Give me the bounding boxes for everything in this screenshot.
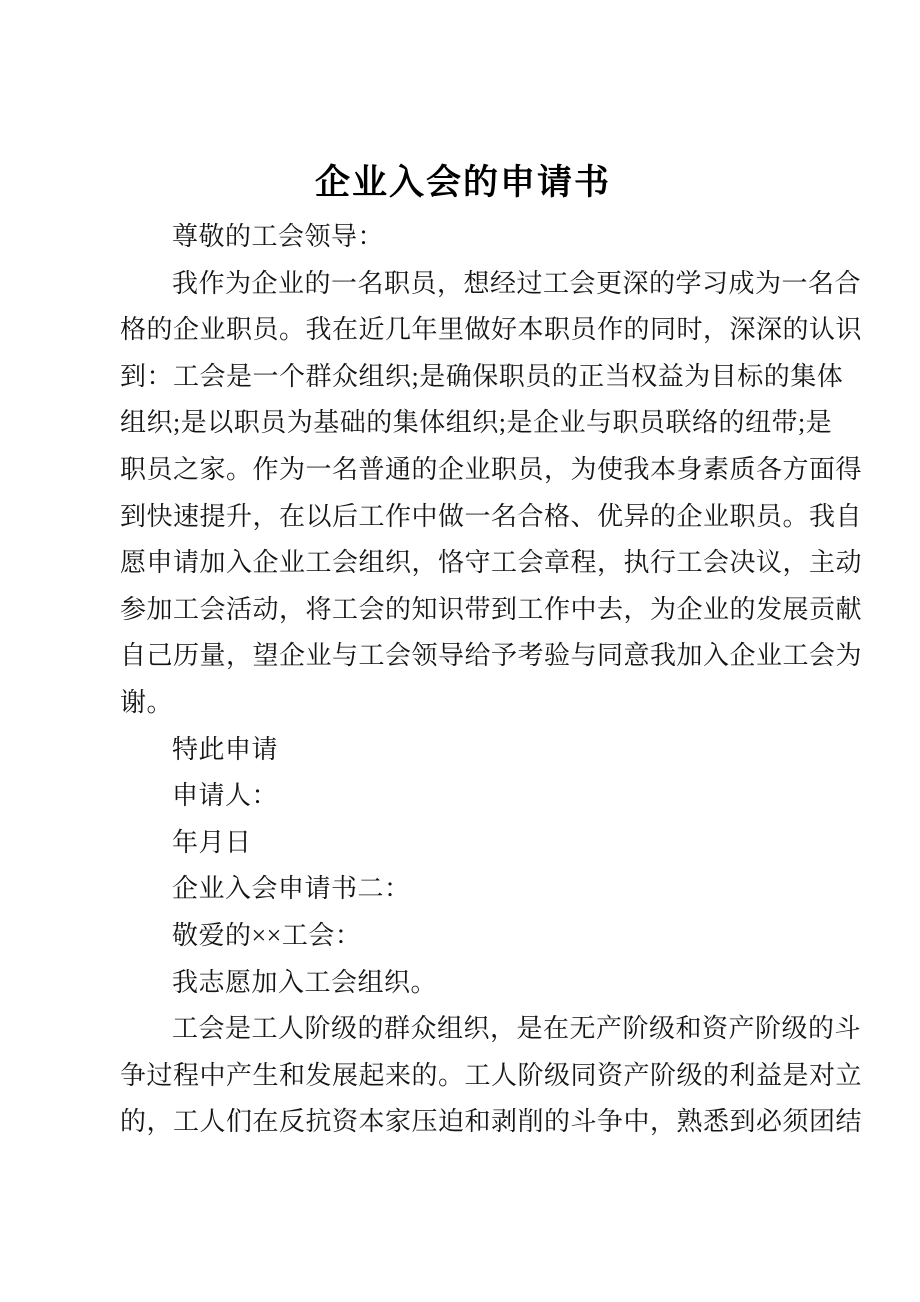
document-line: 工会是工人阶级的群众组织，是在无产阶级和资产阶级的斗 bbox=[172, 1014, 862, 1044]
document-line: 的，工人们在反抗资本家压迫和剥削的斗争中，熟悉到必须团结 bbox=[120, 1107, 863, 1137]
document-line: 争过程中产生和发展起来的。工人阶级同资产阶级的利益是对立 bbox=[120, 1060, 863, 1090]
document-line: 谢。 bbox=[120, 687, 174, 717]
document-line: 自己历量，望企业与工会领导给予考验与同意我加入企业工会为 bbox=[120, 641, 863, 671]
document-line: 参加工会活动，将工会的知识带到工作中去，为企业的发展贡献 bbox=[120, 594, 863, 624]
document-line: 到：工会是一个群众组织;是确保职员的正当权益为目标的集体 bbox=[120, 361, 844, 391]
document-line: 职员之家。作为一名普通的企业职员，为使我本身素质各方面得 bbox=[120, 454, 863, 484]
document-line: 尊敬的工会领导： bbox=[172, 222, 385, 251]
document-line: 企业入会申请书二： bbox=[172, 874, 411, 904]
document-line: 年月日 bbox=[172, 827, 252, 857]
document-body bbox=[120, 0, 863, 1146]
document-line: 愿申请加入企业工会组织，恪守工会章程，执行工会决议，主动 bbox=[120, 548, 863, 578]
document-line: 敬爱的××工会： bbox=[172, 920, 362, 950]
document-line: 格的企业职员。我在近几年里做好本职员作的同时，深深的认识 bbox=[120, 315, 863, 345]
document-line: 到快速提升，在以后工作中做一名合格、优异的企业职员。我自 bbox=[120, 501, 863, 531]
document-line: 特此申请 bbox=[172, 734, 279, 764]
document-line: 组织;是以职员为基础的集体组织;是企业与职员联络的纽带;是 bbox=[120, 408, 833, 438]
document-line: 我志愿加入工会组织。 bbox=[172, 967, 438, 997]
document-line: 我作为企业的一名职员，想经过工会更深的学习成为一名合 bbox=[172, 268, 862, 298]
document-line: 申请人： bbox=[172, 781, 279, 811]
document-title: 企业入会的申请书 bbox=[314, 163, 611, 202]
